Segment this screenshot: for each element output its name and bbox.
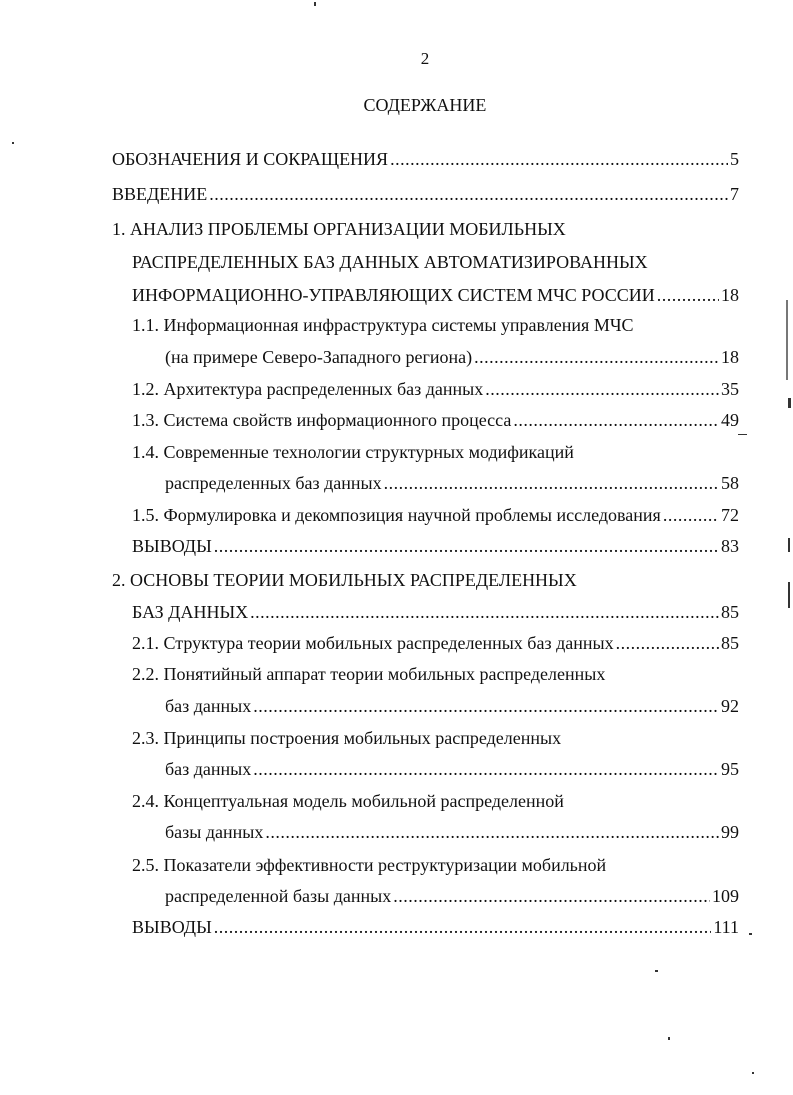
toc-entry-text: 2.4. Концептуальная модель мобильной распределенной: [132, 791, 564, 811]
toc-leader: [253, 756, 719, 782]
toc-leader: [390, 146, 728, 172]
toc-entry-text: ВЫВОДЫ: [132, 536, 212, 556]
toc-entry[interactable]: [132, 914, 739, 940]
toc-entry-page: 5: [730, 149, 739, 169]
toc-entry-text: ВВЕДЕНИЕ: [112, 184, 208, 204]
toc-entry[interactable]: [165, 344, 739, 370]
toc-entry-text: 2.2. Понятийный аппарат теории мобильных распределенных: [132, 664, 606, 684]
toc-entry-text: 1.1. Информационная инфраструктура системы управления МЧС: [132, 315, 634, 335]
toc-leader: [663, 502, 719, 528]
toc-entry-page: 58: [721, 473, 739, 493]
toc-entry-text: ВЫВОДЫ: [132, 917, 212, 937]
toc-entry-page: 92: [721, 696, 739, 716]
toc-entry-text: 1.2. Архитектура распределенных баз данных: [132, 379, 484, 399]
toc-leader: [384, 470, 719, 496]
toc-entry-page: 18: [721, 347, 739, 367]
toc-title: СОДЕРЖАНИЕ: [363, 95, 487, 115]
scan-speck: [655, 970, 658, 972]
toc-entry-text: РАСПРЕДЕЛЕННЫХ БАЗ ДАННЫХ АВТОМАТИЗИРОВАННЫХ: [132, 252, 648, 272]
toc-entry-page: 35: [721, 379, 739, 399]
toc-entry-text: БАЗ ДАННЫХ: [132, 602, 249, 622]
toc-entry-page: 83: [721, 536, 739, 556]
toc-leader: [616, 630, 719, 656]
toc-entry-text: 2.5. Показатели эффективности реструктуризации мобильной: [132, 855, 607, 875]
toc-leader: [214, 914, 712, 940]
scan-edge-mark: [786, 300, 788, 380]
toc-leader: [657, 282, 719, 308]
page-number: 2: [420, 49, 430, 68]
toc-entry[interactable]: [132, 376, 739, 402]
toc-heading-line: [132, 852, 606, 878]
toc-entry-page: 49: [721, 410, 739, 430]
toc-entry-text: 1.3. Система свойств информационного процесса: [132, 410, 512, 430]
toc-leader: [474, 344, 719, 370]
scan-edge-mark: [788, 538, 790, 552]
toc-leader: [250, 599, 719, 625]
toc-entry-text: 2.1. Структура теории мобильных распределенных баз данных: [132, 633, 614, 653]
toc-leader: [214, 533, 719, 559]
toc-entry-text: (на примере Северо-Западного региона): [165, 347, 473, 367]
scan-speck: [12, 142, 14, 144]
toc-entry-text: ОБОЗНАЧЕНИЯ И СОКРАЩЕНИЯ: [112, 149, 389, 169]
toc-entry[interactable]: [165, 693, 739, 719]
scan-edge-mark: [788, 398, 791, 408]
toc-entry-text: 1. АНАЛИЗ ПРОБЛЕМЫ ОРГАНИЗАЦИИ МОБИЛЬНЫХ: [112, 219, 566, 239]
toc-heading-line: [132, 725, 561, 751]
scan-speck: [749, 933, 752, 935]
toc-leader: [513, 407, 719, 433]
toc-entry-text: 2.3. Принципы построения мобильных распределенных: [132, 728, 562, 748]
toc-leader: [485, 376, 719, 402]
toc-heading-line: [112, 567, 577, 593]
toc-entry[interactable]: [112, 146, 739, 172]
scan-speck: [738, 434, 747, 435]
toc-heading-line: [132, 439, 574, 465]
scan-speck: [752, 1072, 754, 1074]
toc-entry-text: базы данных: [165, 822, 264, 842]
toc-entry[interactable]: [132, 533, 739, 559]
toc-entry-page: 109: [712, 886, 739, 906]
toc-leader: [393, 883, 710, 909]
toc-entry-page: 72: [721, 505, 739, 525]
toc-entry-text: распределенных баз данных: [165, 473, 382, 493]
toc-entry-text: 2. ОСНОВЫ ТЕОРИИ МОБИЛЬНЫХ РАСПРЕДЕЛЕННЫХ: [112, 570, 577, 590]
toc-entry-page: 85: [721, 633, 739, 653]
toc-heading-line: [132, 312, 634, 338]
toc-entry-page: 95: [721, 759, 739, 779]
toc-entry-text: распределенной базы данных: [165, 886, 392, 906]
toc-entry-page: 111: [713, 917, 739, 937]
toc-entry[interactable]: [132, 282, 739, 308]
toc-entry[interactable]: [165, 819, 739, 845]
scan-speck: [668, 1037, 670, 1040]
toc-entry-page: 99: [721, 822, 739, 842]
scan-edge-mark: [788, 582, 790, 608]
toc-entry-text: баз данных: [165, 759, 252, 779]
toc-entry[interactable]: [165, 883, 739, 909]
toc-heading-line: [132, 788, 564, 814]
toc-entry[interactable]: [112, 181, 739, 207]
toc-entry[interactable]: [165, 470, 739, 496]
toc-entry-text: 1.5. Формулировка и декомпозиция научной проблемы исследования: [132, 505, 661, 525]
toc-entry[interactable]: [132, 407, 739, 433]
toc-heading-line: [132, 249, 648, 275]
toc-entry[interactable]: [132, 630, 739, 656]
toc-heading-line: [132, 661, 605, 687]
toc-leader: [265, 819, 719, 845]
toc-entry-text: баз данных: [165, 696, 252, 716]
toc-entry-text: 1.4. Современные технологии структурных модификаций: [132, 442, 574, 462]
toc-heading-line: [112, 216, 566, 242]
toc-entry[interactable]: [165, 756, 739, 782]
toc-entry-page: 7: [730, 184, 739, 204]
toc-entry-text: ИНФОРМАЦИОННО-УПРАВЛЯЮЩИХ СИСТЕМ МЧС РОССИИ: [132, 285, 655, 305]
toc-leader: [209, 181, 728, 207]
toc-entry-page: 18: [721, 285, 739, 305]
toc-entry[interactable]: [132, 599, 739, 625]
toc-entry[interactable]: [132, 502, 739, 528]
scan-speck: [314, 2, 316, 6]
toc-leader: [253, 693, 719, 719]
toc-entry-page: 85: [721, 602, 739, 622]
